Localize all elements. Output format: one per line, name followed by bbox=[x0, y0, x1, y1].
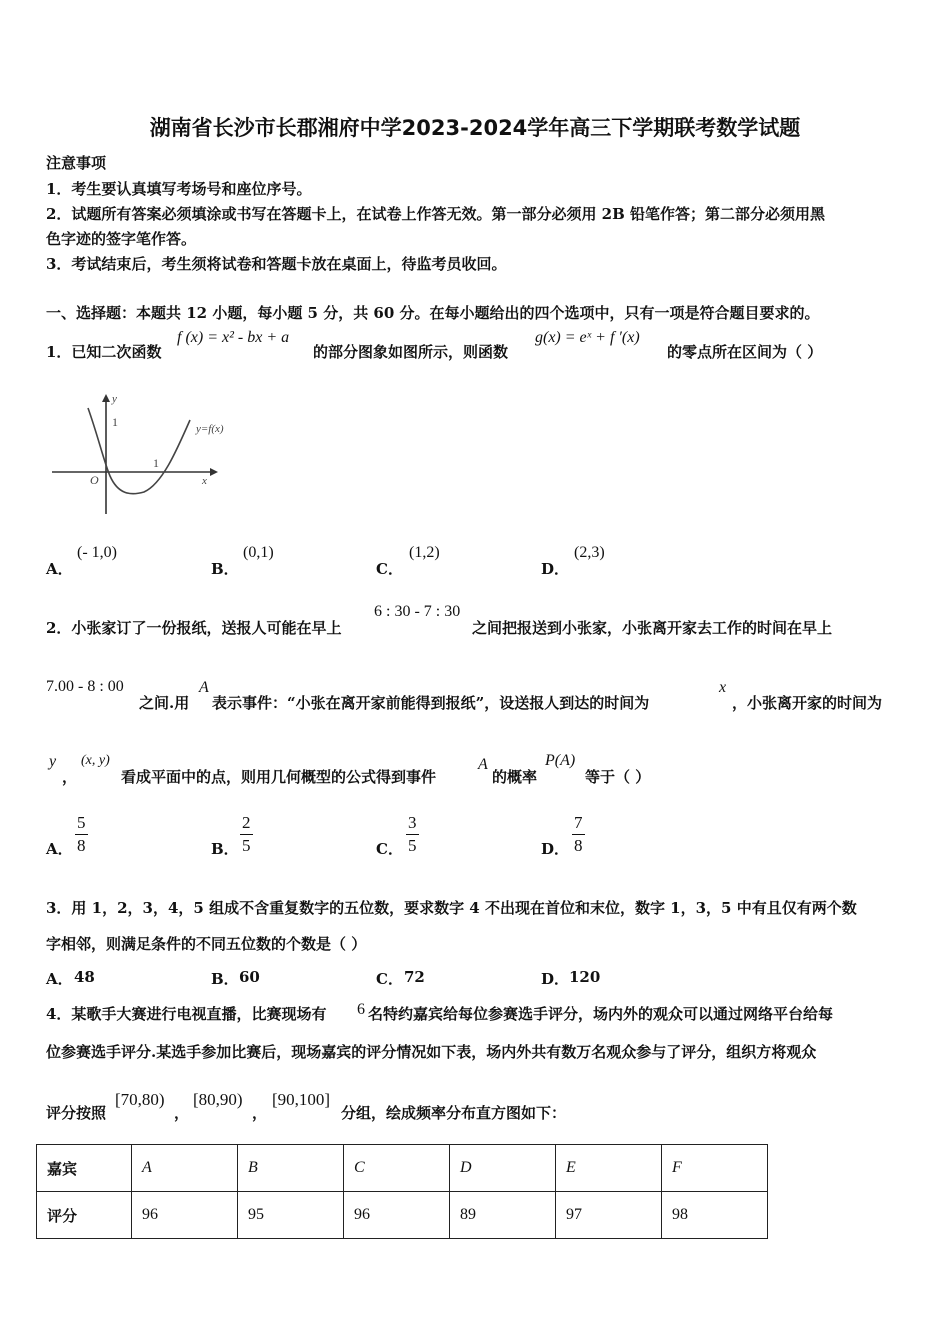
q2-point: (x, y) bbox=[81, 753, 110, 768]
q2-option-letter[interactable]: B． bbox=[211, 840, 239, 858]
q2-option-fraction: $\frac{7}{8}$ bbox=[574, 813, 583, 855]
q1-option-letter[interactable]: A． bbox=[46, 560, 73, 578]
parabola-curve bbox=[88, 408, 190, 494]
graph-x-label: x bbox=[202, 475, 207, 487]
q4-sep: ， bbox=[174, 1104, 190, 1122]
q3-option-value: 120 bbox=[569, 968, 601, 986]
guest-cell: F bbox=[662, 1145, 768, 1192]
q2-line1-post: 之间把报送到小张家，小张离开家去工作的时间在早上 bbox=[472, 619, 833, 637]
guest-cell: E bbox=[556, 1145, 662, 1192]
q2-var-y: y bbox=[49, 753, 57, 770]
q2-line1-pre: 2．小张家订了一份报纸，送报人可能在早上 bbox=[46, 619, 342, 637]
score-cell: 96 bbox=[344, 1192, 450, 1239]
q4-line1-pre: 4．某歌手大赛进行电视直播，比赛现场有 bbox=[46, 1005, 327, 1023]
notice-heading: 注意事项 bbox=[46, 154, 107, 172]
score-table bbox=[36, 1144, 768, 1239]
q1-option-value: (1,2) bbox=[409, 544, 440, 561]
q3-option-value: 72 bbox=[404, 968, 425, 986]
q2-line2-a: 之间.用 bbox=[139, 694, 190, 712]
score-cell: 89 bbox=[450, 1192, 556, 1239]
notice-item: 3．考试结束后，考生须将试卷和答题卡放在桌面上，待监考员收回。 bbox=[46, 255, 507, 273]
q2-event-A: A bbox=[478, 756, 488, 773]
q4-sep: ， bbox=[252, 1104, 268, 1122]
q1-option-value: (- 1,0) bbox=[77, 544, 117, 561]
q2-probability: P(A) bbox=[545, 752, 576, 769]
q2-line2-c: ，小张离开家的时间为 bbox=[732, 694, 883, 712]
q1-option-letter[interactable]: C． bbox=[376, 560, 403, 578]
q4-line2: 位参赛选手评分.某选手参加比赛后，现场嘉宾的评分情况如下表，场内外共有数万名观众参与了评分，组织方将观众 bbox=[46, 1043, 817, 1061]
q1-option-letter[interactable]: B． bbox=[211, 560, 239, 578]
notice-item: 1．考生要认真填写考场号和座位序号。 bbox=[46, 180, 312, 198]
q3-option-letter[interactable]: A． bbox=[46, 970, 73, 988]
table-row bbox=[37, 1192, 768, 1239]
q1-option-letter[interactable]: D． bbox=[541, 560, 570, 578]
graph-y-label: y bbox=[112, 393, 117, 405]
q2-option-letter[interactable]: C． bbox=[376, 840, 403, 858]
graph-curve-label: y=f(x) bbox=[196, 423, 224, 435]
graph-one-y: 1 bbox=[112, 415, 118, 429]
q1-option-value: (0,1) bbox=[243, 544, 274, 561]
q1-function-graph bbox=[48, 390, 248, 520]
section-heading: 一、选择题：本题共 12 小题，每小题 5 分，共 60 分。在每小题给出的四个选项中，只有一项是符合题目要求的。 bbox=[46, 304, 820, 322]
graph-origin: O bbox=[90, 473, 99, 487]
q3-option-letter[interactable]: B． bbox=[211, 970, 239, 988]
q2-time-range-1: 6 : 30 - 7 : 30 bbox=[374, 603, 461, 620]
score-cell: 97 bbox=[556, 1192, 662, 1239]
q2-var-x: x bbox=[719, 679, 727, 696]
score-cell: 95 bbox=[238, 1192, 344, 1239]
page-title: 湖南省长沙市长郡湘府中学2023-2024学年高三下学期联考数学试题 bbox=[149, 116, 801, 140]
q1-text-pre: 1．已知二次函数 bbox=[46, 343, 162, 361]
q4-line1-post: 名特约嘉宾给每位参赛选手评分，场内外的观众可以通过网络平台给每 bbox=[368, 1005, 834, 1023]
q4-six: 6 bbox=[357, 1001, 365, 1018]
q2-line3-c: 等于（ ） bbox=[585, 768, 651, 786]
y-axis-arrow bbox=[102, 394, 110, 402]
q2-line2-b: 表示事件：“小张在离开家前能得到报纸”，设送报人到达的时间为 bbox=[212, 694, 650, 712]
q3-option-letter[interactable]: D． bbox=[541, 970, 570, 988]
q1-formula-g: g(x) = eˣ + f ′(x) bbox=[535, 329, 640, 346]
notice-item: 2．试题所有答案必须填涂或书写在答题卡上，在试卷上作答无效。第一部分必须用 2B 铅笔作答；第二部分必须用黑 bbox=[46, 205, 826, 223]
q3-line1: 3．用 1，2，3，4，5 组成不含重复数字的五位数，要求数字 4 不出现在首位和末位，数字 1，3，5 中有且仅有两个数 bbox=[46, 899, 857, 917]
q1-text-post: 的零点所在区间为（ ） bbox=[667, 343, 823, 361]
guest-cell: B bbox=[238, 1145, 344, 1192]
q4-interval-2: [80,90) bbox=[193, 1090, 243, 1109]
table-header-score: 评分 bbox=[37, 1192, 132, 1239]
q2-option-fraction: $\frac{5}{8}$ bbox=[77, 813, 86, 855]
q2-option-letter[interactable]: D． bbox=[541, 840, 570, 858]
q1-option-value: (2,3) bbox=[574, 544, 605, 561]
graph-one-x: 1 bbox=[153, 456, 159, 470]
guest-cell: C bbox=[344, 1145, 450, 1192]
q2-time-range-2: 7.00 - 8 : 00 bbox=[46, 678, 124, 695]
q4-line3-pre: 评分按照 bbox=[46, 1104, 107, 1122]
notice-item: 色字迹的签字笔作答。 bbox=[46, 230, 197, 248]
x-axis-arrow bbox=[210, 468, 218, 476]
q2-comma: ， bbox=[62, 768, 78, 786]
q2-line3-a: 看成平面中的点，则用几何概型的公式得到事件 bbox=[121, 768, 437, 786]
q2-option-fraction: $\frac{3}{5}$ bbox=[408, 813, 417, 855]
q3-option-letter[interactable]: C． bbox=[376, 970, 403, 988]
guest-cell: D bbox=[450, 1145, 556, 1192]
table-row bbox=[37, 1145, 768, 1192]
q2-line3-b: 的概率 bbox=[492, 768, 538, 786]
q3-option-value: 48 bbox=[74, 968, 95, 986]
q3-option-value: 60 bbox=[239, 968, 260, 986]
q1-formula-f: f (x) = x² - bx + a bbox=[177, 329, 290, 346]
q4-interval-3: [90,100] bbox=[272, 1090, 331, 1109]
score-cell: 96 bbox=[132, 1192, 238, 1239]
q1-text-mid: 的部分图象如图所示，则函数 bbox=[313, 343, 509, 361]
guest-cell: A bbox=[132, 1145, 238, 1192]
q4-interval-1: [70,80) bbox=[115, 1090, 165, 1109]
q3-line2: 字相邻，则满足条件的不同五位数的个数是（ ） bbox=[46, 935, 367, 953]
table-header-guest: 嘉宾 bbox=[37, 1145, 132, 1192]
q2-option-fraction: $\frac{2}{5}$ bbox=[242, 813, 251, 855]
score-cell: 98 bbox=[662, 1192, 768, 1239]
q4-line3-post: 分组，绘成频率分布直方图如下： bbox=[341, 1104, 567, 1122]
q2-event-A: A bbox=[199, 679, 209, 696]
q2-option-letter[interactable]: A． bbox=[46, 840, 73, 858]
